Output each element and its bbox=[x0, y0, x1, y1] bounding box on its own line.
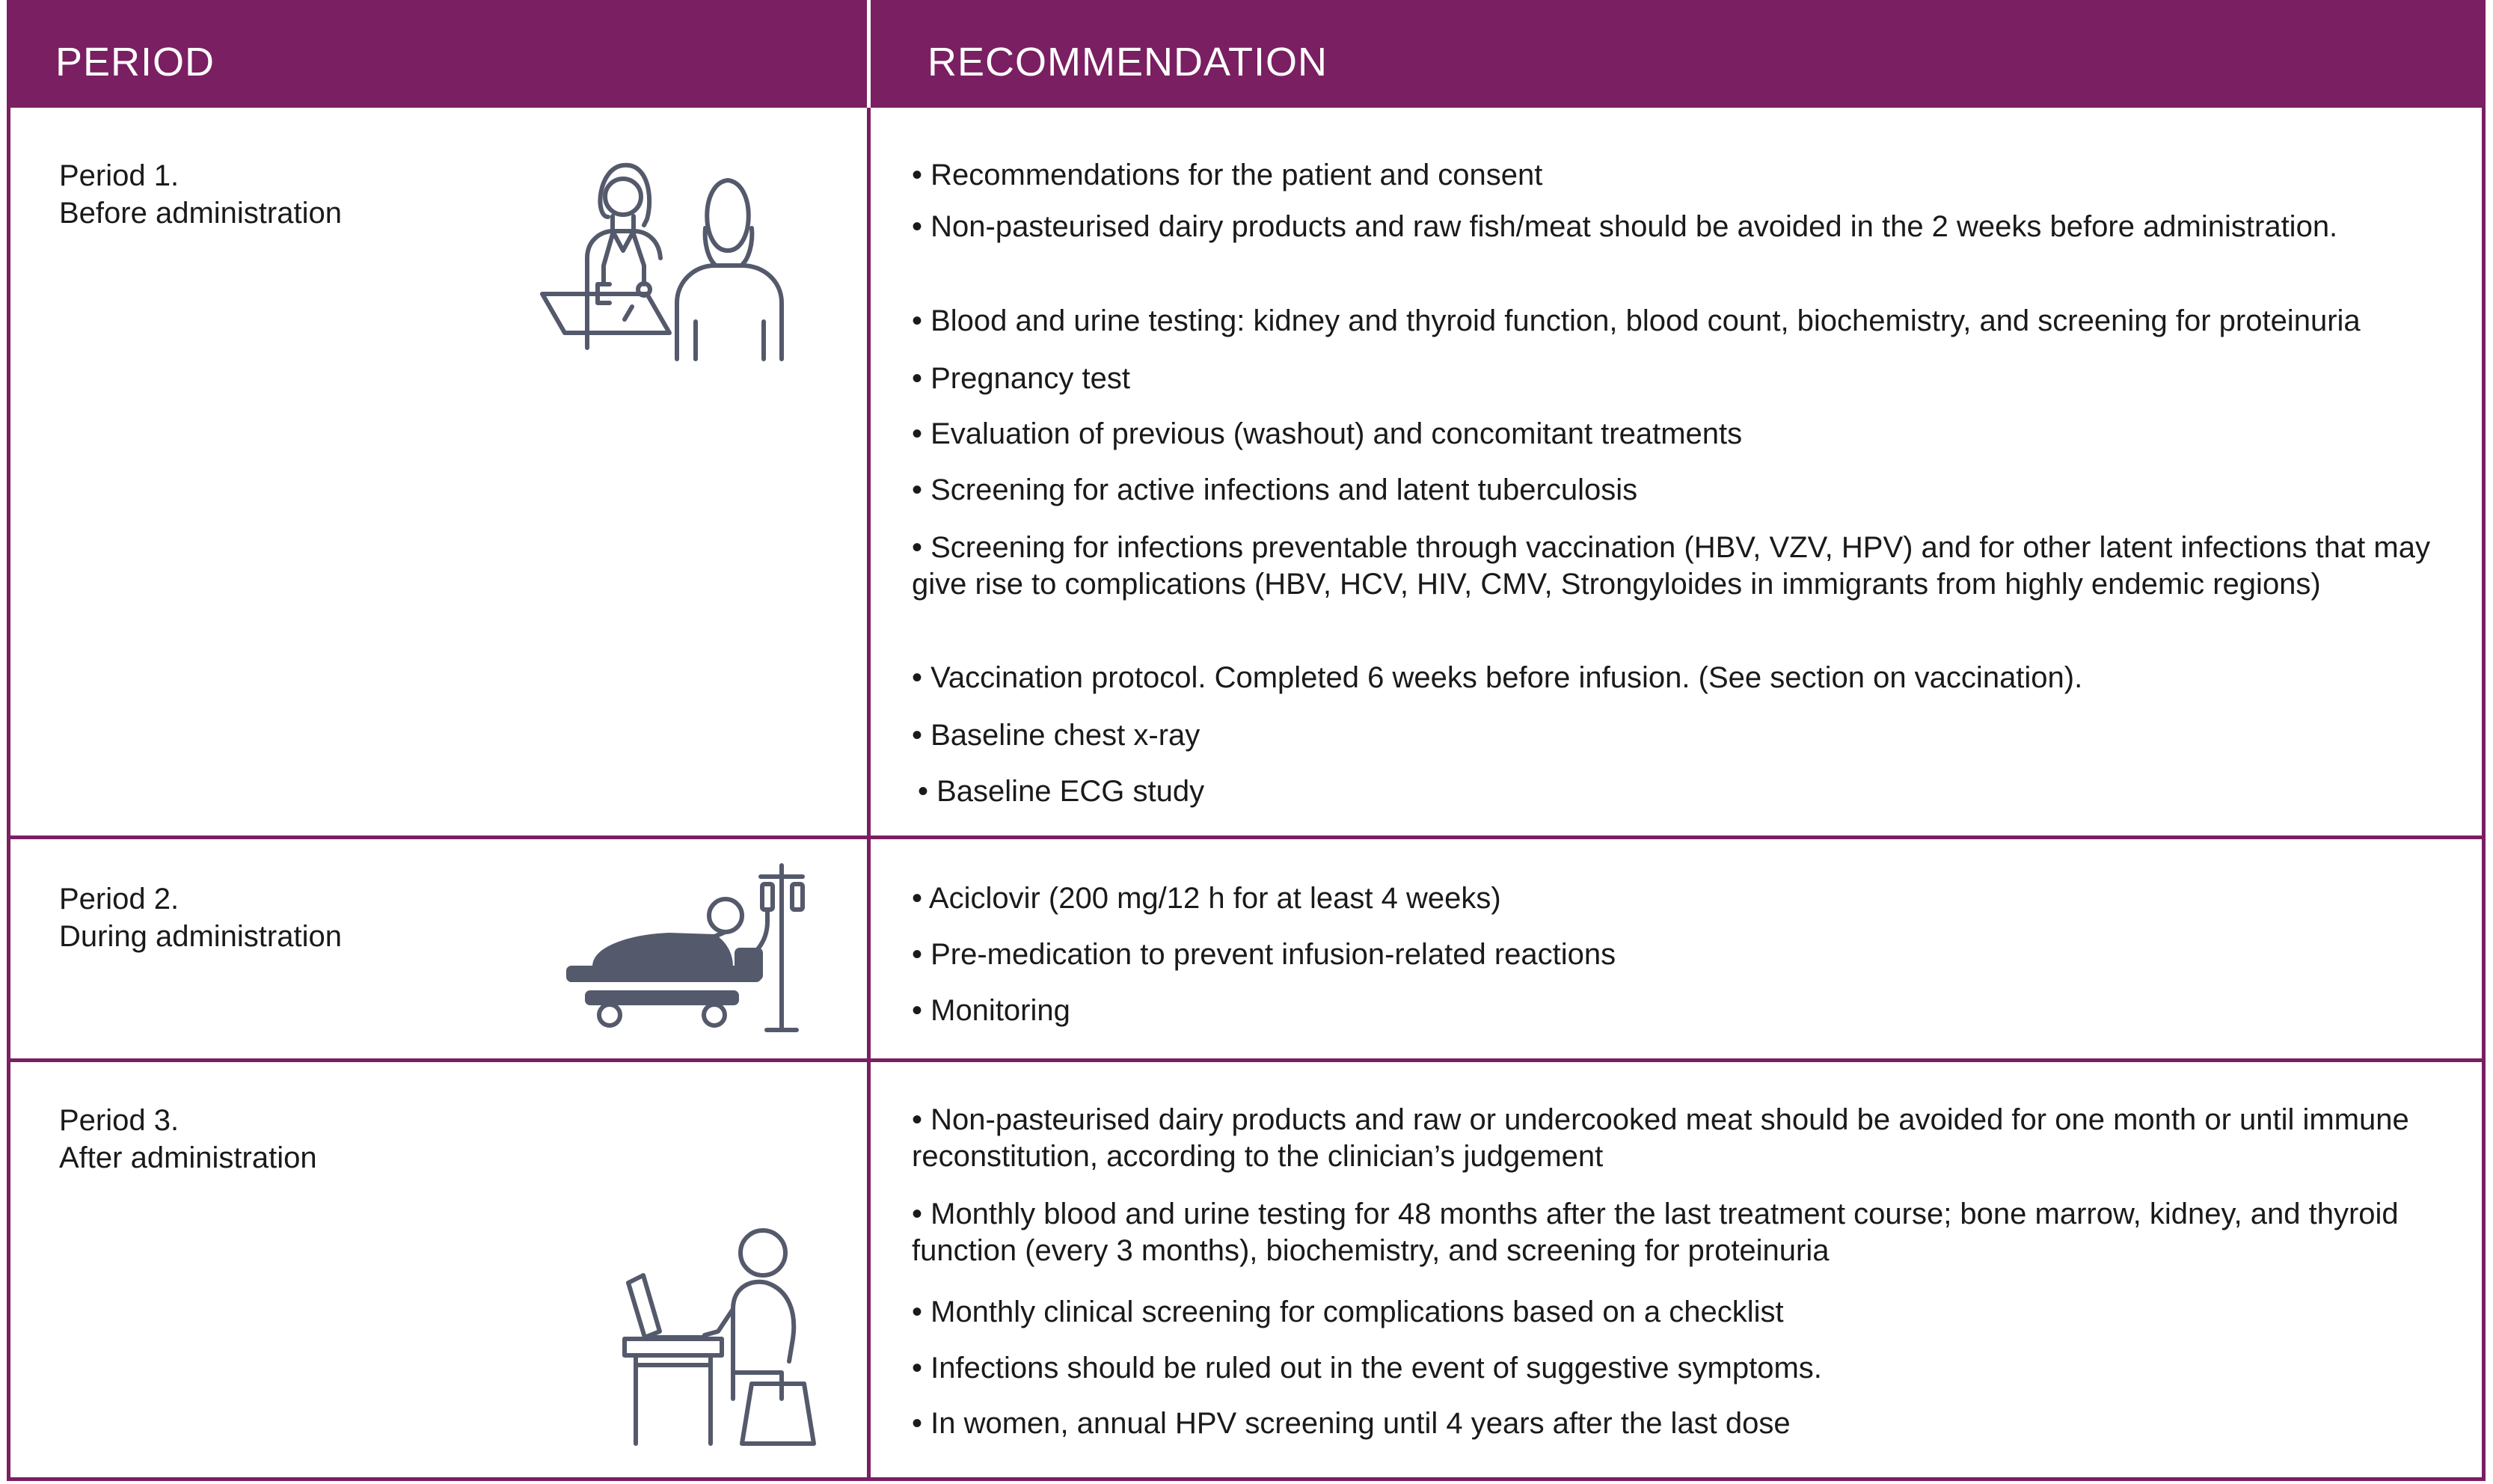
rec-1-5: • Evaluation of previous (washout) and concomitant treatments bbox=[912, 417, 1743, 450]
row-divider-1 bbox=[7, 835, 2486, 839]
recommendation-column-header: RECOMMENDATION bbox=[927, 40, 1328, 85]
column-divider bbox=[867, 0, 871, 1481]
rec-3-2: • Monthly blood and urine testing for 48 months after the last treatment course; bone marrow, kidney, and thyroid function (every 3 months), biochemistry, and screening for proteinuria bbox=[912, 1198, 2399, 1267]
period-column-header: PERIOD bbox=[55, 40, 215, 85]
period-3-number: Period 3. bbox=[59, 1104, 180, 1137]
rec-2-1: • Aciclovir (200 mg/12 h for at least 4 weeks) bbox=[912, 882, 1501, 915]
header-column-divider bbox=[867, 0, 871, 108]
rec-3-4: • Infections should be ruled out in the event of suggestive symptoms. bbox=[912, 1352, 1822, 1385]
period-3-name: After administration bbox=[59, 1141, 317, 1174]
period-1-name: Before administration bbox=[59, 197, 342, 230]
period-1-cell bbox=[59, 157, 342, 232]
rec-1-10: • Baseline ECG study bbox=[918, 775, 1205, 808]
rec-1-1: • Recommendations for the patient and consent bbox=[912, 159, 1543, 191]
infusion-bed-icon bbox=[565, 862, 819, 1037]
rec-1-2: • Non-pasteurised dairy products and raw fish/meat should be avoided in the 2 weeks before administration. bbox=[912, 210, 2338, 243]
rec-1-3: • Blood and urine testing: kidney and thyroid function, blood count, biochemistry, and screening for proteinuria bbox=[912, 304, 2361, 337]
rec-3-3: • Monthly clinical screening for complications based on a checklist bbox=[912, 1296, 1784, 1328]
person-at-laptop-icon bbox=[621, 1227, 830, 1451]
doctor-patient-icon bbox=[535, 153, 819, 367]
period-2-cell bbox=[59, 880, 342, 955]
rec-2-3: • Monitoring bbox=[912, 994, 1070, 1027]
row-divider-2 bbox=[7, 1058, 2486, 1062]
period-1-number: Period 1. bbox=[59, 159, 180, 192]
rec-1-7: • Screening for infections preventable through vaccination (HBV, VZV, HPV) and for other latent infections that may give rise to complications (HBV, HCV, HIV, CMV, Strongyloides in immigrants from highly endemic regions) bbox=[912, 531, 2430, 601]
rec-3-1: • Non-pasteurised dairy products and raw or undercooked meat should be avoided for one month or until immune reconstitution, according to the clinician’s judgement bbox=[912, 1103, 2409, 1173]
rec-1-4: • Pregnancy test bbox=[912, 362, 1130, 395]
period-2-number: Period 2. bbox=[59, 883, 180, 916]
rec-1-6: • Screening for active infections and latent tuberculosis bbox=[912, 473, 1638, 506]
rec-2-2: • Pre-medication to prevent infusion-related reactions bbox=[912, 938, 1616, 971]
rec-1-9: • Baseline chest x-ray bbox=[912, 719, 1200, 752]
period-2-name: During administration bbox=[59, 920, 342, 953]
period-3-cell bbox=[59, 1102, 317, 1177]
rec-3-5: • In women, annual HPV screening until 4 years after the last dose bbox=[912, 1407, 1791, 1440]
rec-1-8: • Vaccination protocol. Completed 6 weeks before infusion. (See section on vaccination). bbox=[912, 661, 2083, 694]
